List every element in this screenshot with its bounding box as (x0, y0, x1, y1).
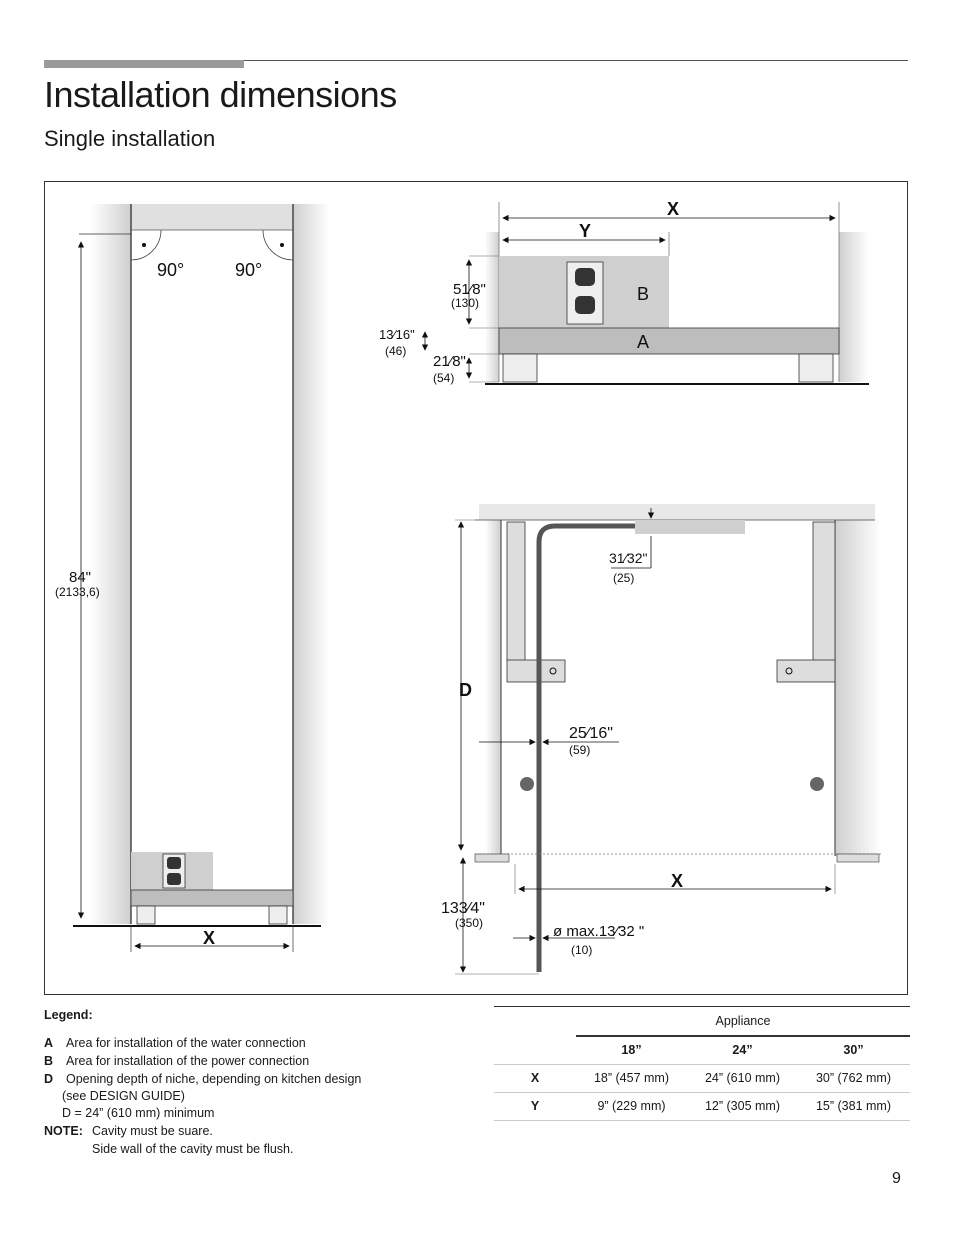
dim-max-mm: (10) (571, 943, 593, 957)
angle-right-label: 90° (235, 260, 263, 280)
front-view (55, 204, 329, 952)
legend-item-d: D Opening depth of niche, depending on kitchen design (44, 1072, 362, 1086)
dim-2-5-16-mm: (59) (569, 743, 591, 757)
area-a-label: A (637, 332, 650, 352)
legend-d-minimum: D = 24” (610 mm) minimum (62, 1106, 215, 1120)
header-accent-bar (44, 60, 244, 68)
dim-13-16-mm: (46) (385, 344, 407, 358)
diagram-svg (45, 182, 907, 994)
dim-2-1-8: 21⁄8" (433, 353, 466, 370)
height-mm-label: (2133,6) (55, 585, 100, 599)
side-view (379, 199, 869, 385)
table-column-headers: 18” 24” 30” (494, 1037, 910, 1065)
side-y-label: Y (579, 221, 592, 241)
dim-5-1-8-mm: (130) (451, 296, 480, 310)
table-row: Y 9” (229 mm) 12” (305 mm) 15” (381 mm) (494, 1093, 910, 1121)
table-header: Appliance (576, 1007, 910, 1037)
legend (44, 1006, 444, 1158)
area-b-label: B (637, 284, 650, 304)
depth-d-label: D (459, 680, 472, 700)
table-row: X 18” (457 mm) 24” (610 mm) 30” (762 mm) (494, 1065, 910, 1093)
plan-view (441, 504, 881, 974)
width-x-label: X (203, 928, 216, 948)
dim-5-1-8: 51⁄8" (453, 281, 486, 298)
side-x-label: X (667, 199, 680, 219)
installation-diagram (44, 181, 908, 995)
plan-x-label: X (671, 871, 684, 891)
page-number: 9 (892, 1170, 901, 1187)
dim-13-3-4-mm: (350) (455, 916, 484, 930)
appliance-table (494, 1006, 910, 1121)
height-label: 84" (69, 569, 92, 586)
legend-item-b: B Area for installation of the power connection (44, 1054, 310, 1068)
dim-31-32: 31⁄32" (609, 550, 648, 566)
legend-note-2: Side wall of the cavity must be flush. (92, 1142, 294, 1156)
legend-title: Legend: (44, 1008, 93, 1022)
legend-item-a: A Area for installation of the water connection (44, 1036, 306, 1050)
legend-d-guide: (see DESIGN GUIDE) (62, 1089, 185, 1103)
page-subtitle: Single installation (44, 126, 216, 151)
legend-note: NOTE: Cavity must be suare. (44, 1124, 213, 1138)
dim-13-3-4: 133⁄4" (441, 900, 485, 917)
dim-2-5-16: 25⁄16" (569, 725, 613, 742)
dim-31-32-mm: (25) (613, 571, 635, 585)
angle-left-label: 90° (157, 260, 185, 280)
dim-2-1-8-mm: (54) (433, 371, 455, 385)
page-title: Installation dimensions (44, 74, 397, 115)
dim-max-13-32: ø max.13⁄32 " (553, 923, 645, 940)
dim-13-16: 13⁄16" (379, 327, 415, 342)
